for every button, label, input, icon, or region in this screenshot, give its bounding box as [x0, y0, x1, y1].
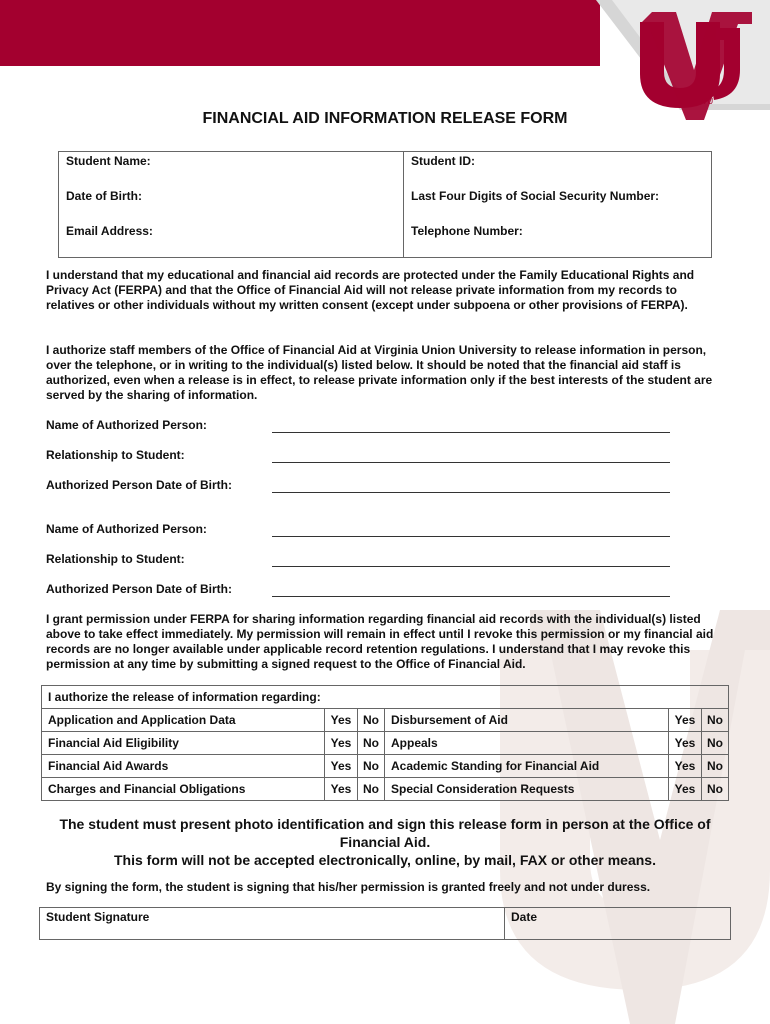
- signature-row: [40, 908, 731, 940]
- release-table-header-row: [42, 686, 729, 709]
- no-option[interactable]: No: [702, 709, 729, 732]
- authorized-person-name-label: Name of Authorized Person:: [46, 418, 207, 432]
- yes-option[interactable]: Yes: [325, 755, 358, 778]
- release-item-label: Application and Application Data: [42, 709, 325, 732]
- yes-option[interactable]: Yes: [669, 755, 702, 778]
- notice-line-1: The student must present photo identification and sign this release form in person at the Office of Financial Aid.: [59, 816, 711, 850]
- logo-text: VU: [702, 97, 714, 106]
- signature-table: [39, 907, 731, 940]
- date-of-birth-field[interactable]: [59, 187, 404, 222]
- yes-option[interactable]: Yes: [325, 709, 358, 732]
- release-authorization-table: [41, 685, 729, 801]
- table-row: [42, 755, 729, 778]
- telephone-number-field[interactable]: [404, 222, 712, 258]
- authorized-person-dob-label: Authorized Person Date of Birth:: [46, 582, 233, 596]
- authorization-paragraph: I authorize staff members of the Office of Financial Aid at Virginia Union University to release information in person, over the telephone, or in writing to the individual(s) listed below. It should be noted that the financial aid staff is authorized, even when a release is in effect, to release private information only if the best interests of the student are served by the sharing of information.: [46, 343, 713, 402]
- date-field[interactable]: [505, 908, 731, 940]
- authorized-person-2-dob-row: [46, 582, 676, 598]
- student-name-label: Student Name:: [66, 154, 151, 168]
- no-option[interactable]: No: [702, 778, 729, 801]
- release-item-label: Appeals: [385, 732, 669, 755]
- release-item-label: Disbursement of Aid: [385, 709, 669, 732]
- no-option[interactable]: No: [702, 732, 729, 755]
- no-option[interactable]: No: [702, 755, 729, 778]
- table-row: [42, 709, 729, 732]
- relationship-label: Relationship to Student:: [46, 448, 185, 462]
- authorized-person-2-dob-line[interactable]: [272, 596, 670, 597]
- authorized-person-2-relationship-line[interactable]: [272, 566, 670, 567]
- signing-note: By signing the form, the student is signing that his/her permission is granted freely and not under duress.: [46, 880, 651, 894]
- student-info-row: [59, 152, 712, 188]
- authorized-person-1-dob-row: [46, 478, 676, 494]
- header-red-band: [0, 0, 600, 66]
- authorized-person-2-relationship-row: [46, 552, 676, 568]
- permission-paragraph: I grant permission under FERPA for sharing information regarding financial aid records with the individual(s) listed above to take effect immediately. My permission will remain in effect until I revoke this permission or my financial aid records are no longer available under applicable record retention regulations. I understand that I may revoke this permission at any time by submitting a signed request to the Office of Financial Aid.: [46, 612, 714, 671]
- authorized-person-1-dob-line[interactable]: [272, 492, 670, 493]
- date-label: Date: [511, 910, 538, 924]
- yes-option[interactable]: Yes: [669, 732, 702, 755]
- release-item-label: Academic Standing for Financial Aid: [385, 755, 669, 778]
- yes-option[interactable]: Yes: [325, 732, 358, 755]
- student-name-field[interactable]: [59, 152, 404, 188]
- student-signature-label: Student Signature: [46, 910, 150, 924]
- ferpa-understanding-paragraph: I understand that my educational and financial aid records are protected under the Family Educational Rights and Privacy Act (FERPA) and that the Office of Financial Aid will not release private information from my records to relatives or other individuals without my written consent (except under subpoena or other provisions of FERPA).: [46, 268, 695, 312]
- ssn-last-four-label: Last Four Digits of Social Security Number:: [411, 189, 660, 203]
- authorized-person-2-name-row: [46, 522, 676, 538]
- email-address-label: Email Address:: [66, 224, 153, 238]
- student-id-field[interactable]: [404, 152, 712, 188]
- authorized-person-2-name-line[interactable]: [272, 536, 670, 537]
- no-option[interactable]: No: [358, 732, 385, 755]
- form-title: FINANCIAL AID INFORMATION RELEASE FORM: [202, 110, 568, 127]
- header-banner: [0, 0, 770, 106]
- authorized-person-1-name-row: [46, 418, 676, 434]
- release-item-label: Financial Aid Eligibility: [42, 732, 325, 755]
- student-info-table: [58, 151, 712, 258]
- student-signature-field[interactable]: [40, 908, 505, 940]
- relationship-label: Relationship to Student:: [46, 552, 185, 566]
- authorized-person-1-name-line[interactable]: [272, 432, 670, 433]
- student-info-row: [59, 187, 712, 222]
- no-option[interactable]: No: [358, 709, 385, 732]
- date-of-birth-label: Date of Birth:: [66, 189, 142, 203]
- telephone-number-label: Telephone Number:: [411, 224, 523, 238]
- no-option[interactable]: No: [358, 778, 385, 801]
- yes-option[interactable]: Yes: [325, 778, 358, 801]
- authorized-person-1-relationship-line[interactable]: [272, 462, 670, 463]
- release-table-header: I authorize the release of information regarding:: [42, 686, 729, 709]
- email-address-field[interactable]: [59, 222, 404, 258]
- notice-line-2: This form will not be accepted electronically, online, by mail, FAX or other means.: [114, 852, 656, 868]
- in-person-notice: [40, 815, 730, 869]
- yes-option[interactable]: Yes: [669, 709, 702, 732]
- table-row: [42, 732, 729, 755]
- ssn-last-four-field[interactable]: [404, 187, 712, 222]
- yes-option[interactable]: Yes: [669, 778, 702, 801]
- release-item-label: Financial Aid Awards: [42, 755, 325, 778]
- student-id-label: Student ID:: [411, 154, 475, 168]
- authorized-person-1-relationship-row: [46, 448, 676, 464]
- table-row: [42, 778, 729, 801]
- authorized-person-name-label: Name of Authorized Person:: [46, 522, 207, 536]
- student-info-row: [59, 222, 712, 258]
- authorized-person-dob-label: Authorized Person Date of Birth:: [46, 478, 233, 492]
- release-item-label: Special Consideration Requests: [385, 778, 669, 801]
- release-item-label: Charges and Financial Obligations: [42, 778, 325, 801]
- no-option[interactable]: No: [358, 755, 385, 778]
